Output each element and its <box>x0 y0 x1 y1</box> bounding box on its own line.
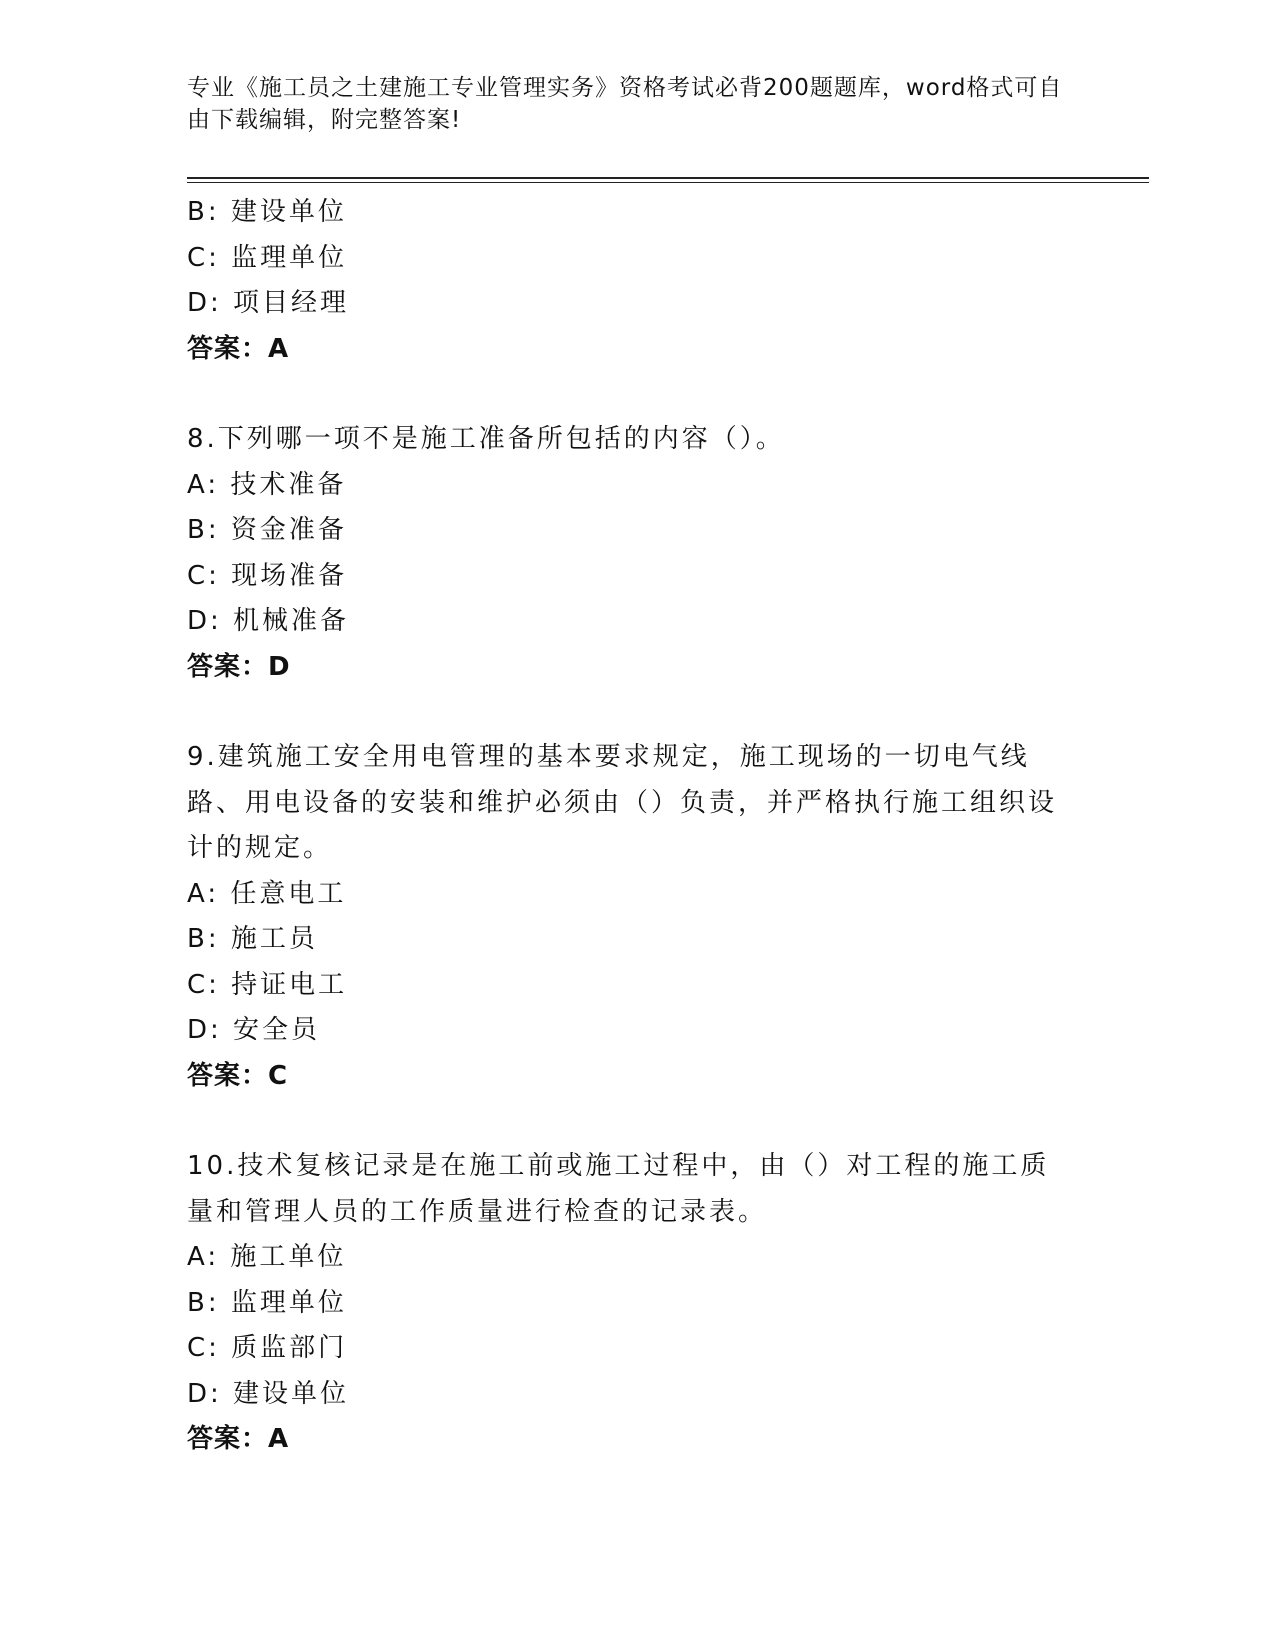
question-text: 8.下列哪一项不是施工准备所包括的内容（）。 <box>187 424 785 454</box>
option-b: B: 施工员 <box>187 924 318 954</box>
question-8 <box>187 417 1067 690</box>
header-divider-top <box>187 177 1149 179</box>
answer-line: 答案：A <box>187 1424 290 1454</box>
continued-question <box>187 190 1067 372</box>
option-b: B: 资金准备 <box>187 515 347 545</box>
option-c: C: 质监部门 <box>187 1333 348 1363</box>
option-b: B: 建设单位 <box>187 197 347 227</box>
answer-line: 答案：D <box>187 651 291 682</box>
document-header: 专业《施工员之土建施工专业管理实务》资格考试必背200题题库，word格式可自由下载编辑，附完整答案! <box>187 75 1063 133</box>
question-list <box>187 190 1067 1463</box>
option-c: C: 现场准备 <box>187 560 348 591</box>
question-10 <box>187 1144 1067 1463</box>
question-9 <box>187 735 1067 1099</box>
question-text: 10.技术复核记录是在施工前或施工过程中，由（）对工程的施工质量和管理人员的工作质量进行检查的记录表。 <box>187 1151 1050 1227</box>
option-d: D: 机械准备 <box>187 606 350 636</box>
answer-line: 答案：A <box>187 333 290 364</box>
question-text: 9.建筑施工安全用电管理的基本要求规定，施工现场的一切电气线路、用电设备的安装和维护必须由（）负责，并严格执行施工组织设计的规定。 <box>187 742 1058 863</box>
option-d: D: 安全员 <box>187 1015 321 1045</box>
option-d: D: 建设单位 <box>187 1378 350 1409</box>
header-divider-bottom <box>187 182 1149 183</box>
option-b: B: 监理单位 <box>187 1287 347 1318</box>
option-a: A: 施工单位 <box>187 1242 347 1272</box>
option-c: C: 持证电工 <box>187 969 348 1000</box>
option-a: A: 技术准备 <box>187 469 347 500</box>
option-c: C: 监理单位 <box>187 242 348 273</box>
option-d: D: 项目经理 <box>187 288 350 318</box>
option-a: A: 任意电工 <box>187 878 347 909</box>
answer-line: 答案：C <box>187 1060 289 1091</box>
